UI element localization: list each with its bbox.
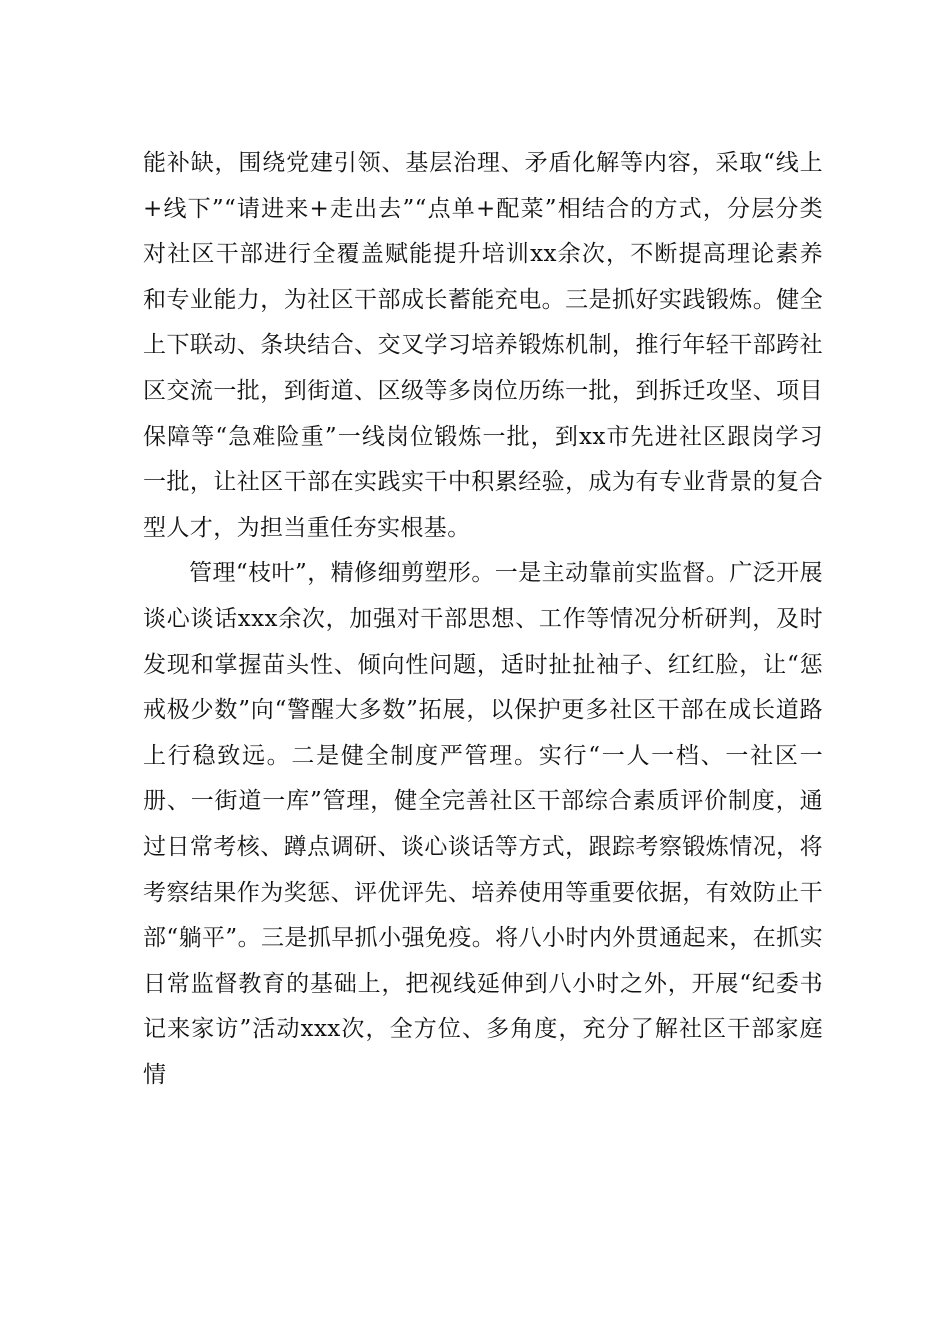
paragraph-management: 管理“枝叶”，精修细剪塑形。一是主动靠前实监督。广泛开展谈心谈话xxx余次，加强对干部思想、工作等情况分析研判，及时发现和掌握苗头性、倾向性问题，适时扯扯袖子、红红脸，让“惩戒极少数”向“警醒大多数”拓展，以保护更多社区干部在成长道路上行稳致远。二是健全制度严管理。实行“一人一档、一社区一册、一街道一库”管理，健全完善社区干部综合素质评价制度，通过日常考核、蹲点调研、谈心谈话等方式，跟踪考察锻炼情况，将考察结果作为奖惩、评优评先、培养使用等重要依据，有效防止干部“躺平”。三是抓早抓小强免疫。将八小时内外贯通起来，在抓实日常监督教育的基础上，把视线延伸到八小时之外，开展“纪委书记来家访”活动xxx次，全方位、多角度，充分了解社区干部家庭情 xyxy=(143,560,823,1088)
paragraph-continued: 能补缺，围绕党建引领、基层治理、矛盾化解等内容，采取“线上+线下”“请进来+走出去”“点单+配菜”相结合的方式，分层分类对社区干部进行全覆盖赋能提升培训xx余次，不断提高理论素养和专业能力，为社区干部成长蓄能充电。三是抓好实践锻炼。健全上下联动、条块结合、交叉学习培养锻炼机制，推行年轻干部跨社区交流一批，到街道、区级等多岗位历练一批，到拆迁攻坚、项目保障等“急难险重”一线岗位锻炼一批，到xx市先进社区跟岗学习一批，让社区干部在实践实干中积累经验，成为有专业背景的复合型人才，为担当重任夯实根基。 xyxy=(143,150,823,541)
document-body xyxy=(143,141,823,1098)
